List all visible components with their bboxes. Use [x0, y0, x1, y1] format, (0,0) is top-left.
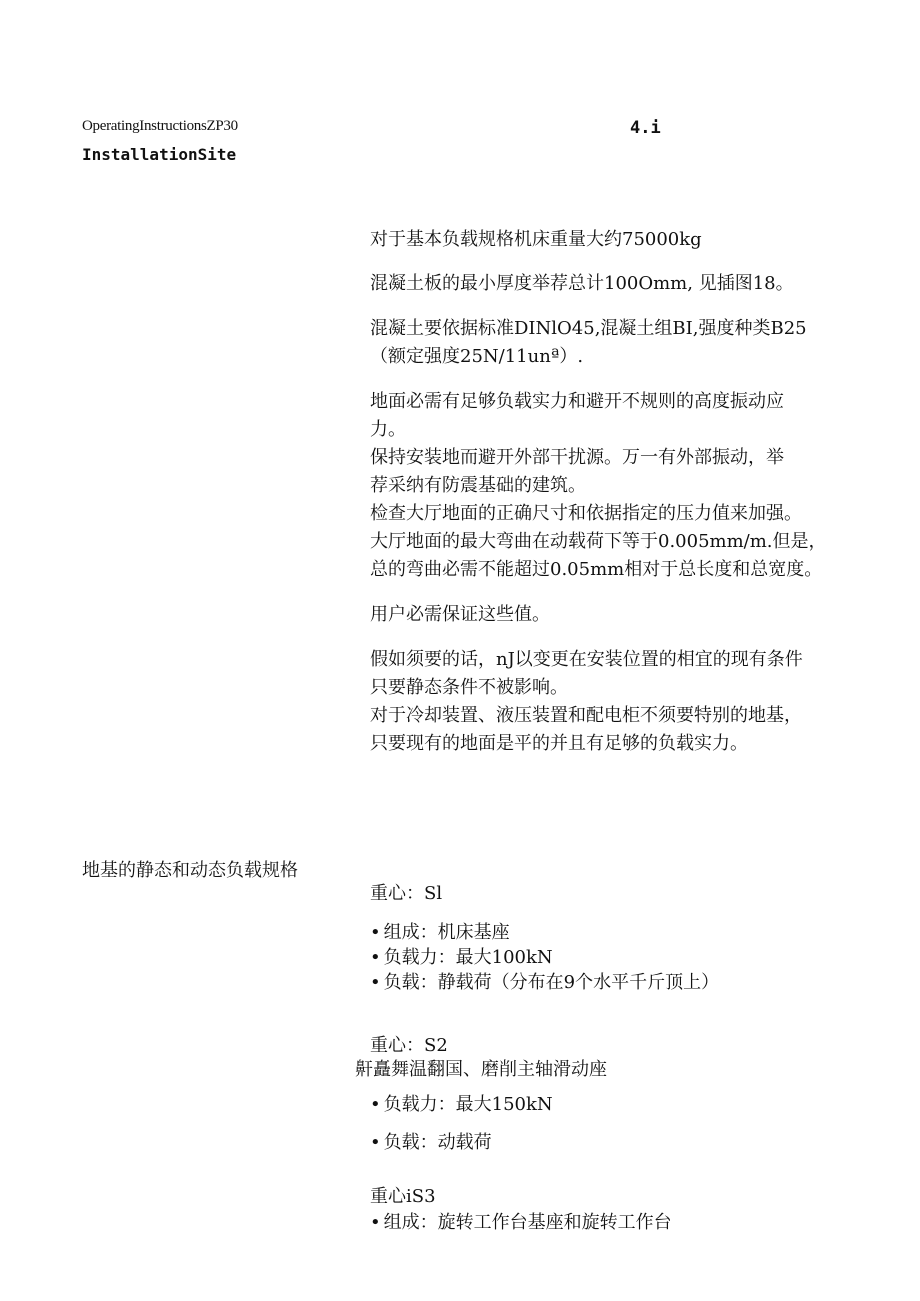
- load-s2-type: • 负载：动载荷: [370, 1129, 492, 1157]
- load-s2-force: • 负载力：最大150kN: [370, 1091, 553, 1119]
- load-s1-composition: • 组成：机床基座: [370, 919, 510, 947]
- paragraph-foundation-1: 对于冷却装置、液压装置和配电柜不须要特别的地基，: [370, 705, 802, 726]
- document-title: OperatingInstructionsZP30: [82, 118, 238, 134]
- paragraph-floor-load-2: 力。: [370, 419, 406, 440]
- load-s1-force: • 负载力：最大100kN: [370, 944, 553, 972]
- load-center-s2: 重心：S2: [370, 1035, 448, 1056]
- load-center-s1: 重心：Sl: [370, 883, 443, 904]
- paragraph-concrete-standard: 混凝土要依据标准DINlO45,混凝土组BI,强度种类B25: [370, 318, 807, 339]
- paragraph-user-guarantee: 用户必需保证这些值。: [370, 604, 550, 625]
- paragraph-vibration-2: 荐采纳有防震基础的建筑。: [370, 475, 586, 496]
- paragraph-slab-thickness: 混凝土板的最小厚度举荐总计100Omm, 见插图18。: [370, 273, 794, 294]
- paragraph-foundation-2: 只要现有的地面是平的并且有足够的负载实力。: [370, 733, 748, 754]
- paragraph-machine-weight: 对于基本负载规格机床重量大约75000kg: [370, 229, 702, 250]
- load-s1-type: • 负载：静载荷（分布在9个水平千斤顶上）: [370, 969, 719, 997]
- sidebar-label: 地基的静态和动态负载规格: [82, 860, 298, 881]
- paragraph-vibration-1: 保持安装地而避开外部干扰源。万一有外部振动，举: [370, 447, 784, 468]
- paragraph-bending-1: 大厅地面的最大弯曲在动载荷下等于0.005mm/m.但是，: [370, 531, 827, 552]
- section-number: 4.i: [630, 118, 661, 138]
- paragraph-floor-load-1: 地面必需有足够负载实力和避开不规则的高度振动应: [370, 391, 784, 412]
- load-center-s3: 重心iS3: [370, 1186, 436, 1207]
- load-s3-composition: • 组成：旋转工作台基座和旋转工作台: [370, 1209, 672, 1237]
- paragraph-conditions-1: 假如须要的话，nJ以变更在安装位置的相宜的现有条件: [370, 649, 803, 670]
- paragraph-conditions-2: 只要静态条件不被影响。: [370, 677, 568, 698]
- paragraph-concrete-strength: （额定强度25N/11unª）.: [370, 346, 584, 367]
- paragraph-bending-2: 总的弯曲必需不能超过0.05mm相对于总长度和总宽度。: [370, 559, 823, 580]
- load-s2-composition: 鼾矗舞温翻国、磨削主轴滑动座: [355, 1059, 607, 1080]
- paragraph-check-floor: 检查大厅地面的正确尺寸和依据指定的压力值来加强。: [370, 503, 802, 524]
- section-title: InstallationSite: [82, 145, 237, 164]
